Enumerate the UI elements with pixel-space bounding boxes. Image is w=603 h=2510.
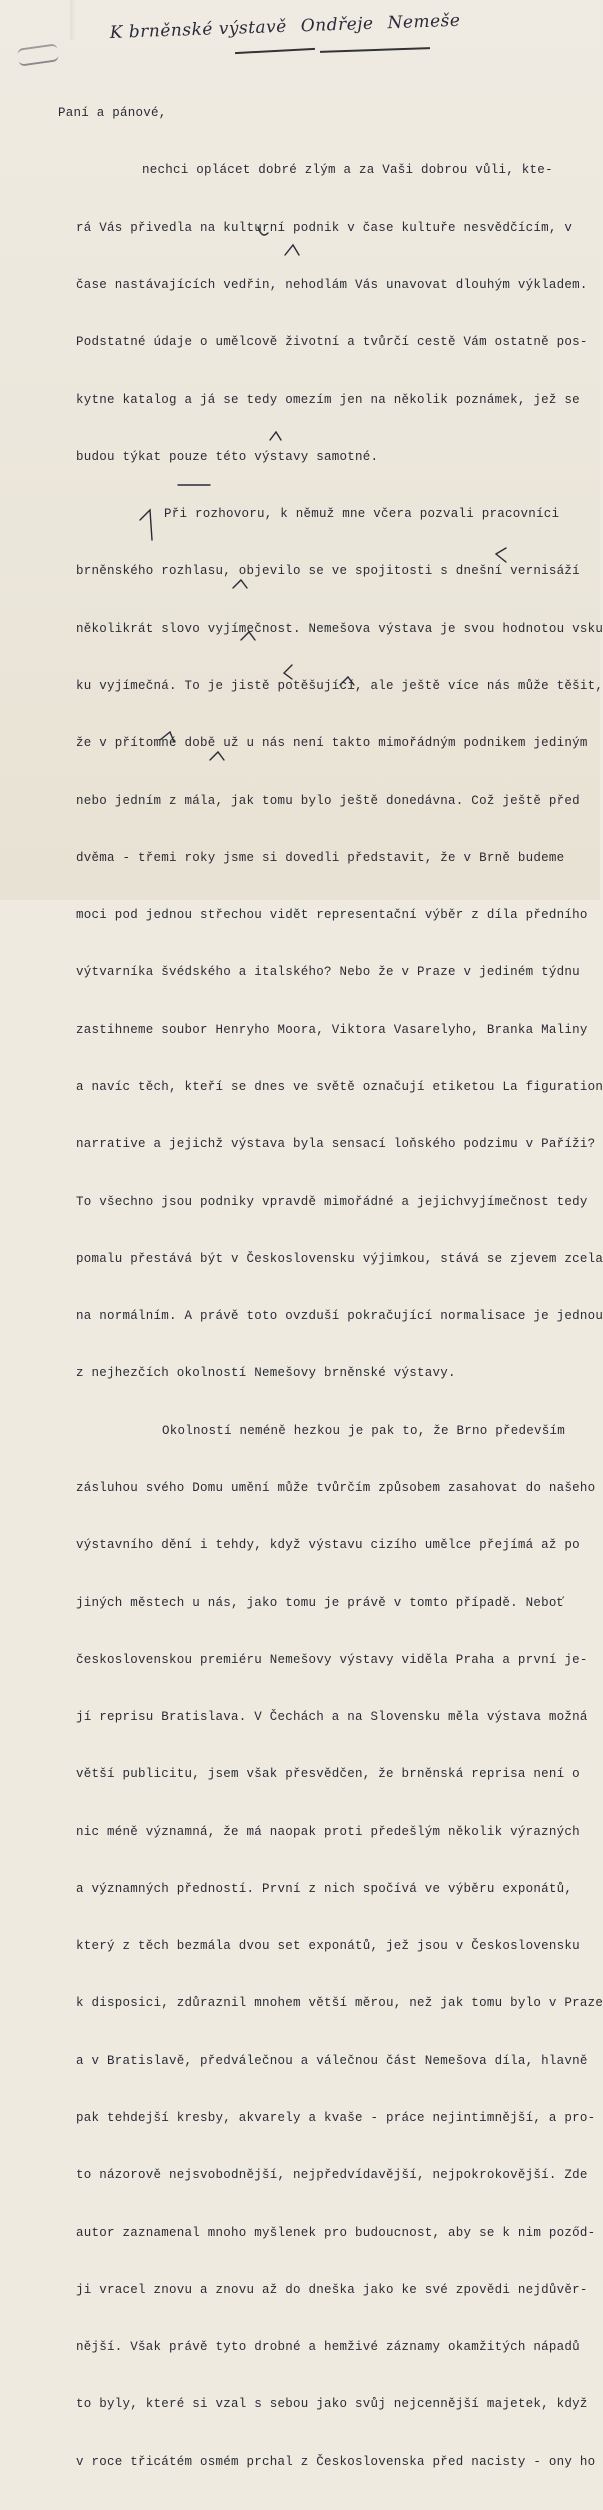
text-line: ku vyjímečná. To je jistě potěšující, ale ještě více nás může těšit, — [76, 679, 603, 693]
title-part-2: Ondřeje — [300, 13, 374, 37]
text-line: jiných městech u nás, jako tomu je právě v tomto případě. Neboť — [76, 1595, 565, 1610]
handwritten-title — [109, 9, 510, 63]
text-line: to názorově nejsvobodnější, nejpředvídavější, nejpokrokovější. Zde — [76, 2168, 588, 2183]
text-line: dvěma - třemi roky jsme si dovedli představit, že v Brně budeme — [76, 850, 565, 865]
text-line: československou premiéru Nemešovy výstavy viděla Praha a první je- — [76, 1652, 588, 1667]
text-line: k disposici, zdůraznil mnohem větší měrou, než jak tomu bylo v Praze — [76, 1996, 603, 2011]
paperclip-icon — [17, 43, 59, 66]
text-line: moci pod jednou střechou vidět representační výběr z díla předního — [76, 908, 588, 923]
text-line: zásluhou svého Domu umění může tvůrčím způsobem zasahovat do našeho — [76, 1480, 596, 1495]
text-line: nější. Však právě tyto drobné a hemživé záznamy okamžitých nápadů — [76, 2340, 580, 2355]
text-line: brněnského rozhlasu, objevilo se ve spojitosti s dnešní vernisáží — [76, 564, 580, 579]
text-line: větší publicitu, jsem však přesvědčen, že brněnská reprisa není o — [76, 1767, 580, 1782]
text-line: Podstatné údaje o umělcově životní a tvůrčí cestě Vám ostatně pos- — [76, 335, 588, 350]
text-line: Okolností neméně hezkou je pak to, že Brno především — [162, 1423, 566, 1438]
text-line: nebo jedním z mála, jak tomu bylo ještě donedávna. Což ještě před — [76, 793, 580, 808]
text-line: budou týkat pouze této výstavy samotné. — [76, 449, 379, 464]
text-line: autor zaznamenal mnoho myšlenek pro budoucnost, aby se k nim poződ- — [76, 2225, 596, 2240]
text-line: a v Bratislavě, předválečnou a válečnou část Nemešova díla, hlavně — [76, 2053, 588, 2068]
text-line: nic méně významná, že má naopak proti předešlým několik výrazných — [76, 1824, 580, 1839]
title-part-3: Nemeše — [387, 10, 461, 34]
text-line: ji vracel znovu a znovu až do dneška jako ke své zpovědi nejdůvěr- — [76, 2282, 588, 2297]
text-line: pak tehdejší kresby, akvarely a kvaše - práce nejintimnější, a pro- — [76, 2111, 596, 2126]
text-line: zastihneme soubor Henryho Moora, Viktora Vasarelyho, Branka Maliny — [76, 1022, 588, 1037]
text-line: pomalu přestává být v Československu výjimkou, stává se zjevem zcela — [76, 1251, 603, 1266]
text-line: v roce třicátém osmém prchal z Československa před nacisty - ony ho — [76, 2454, 596, 2469]
body-text — [58, 66, 603, 2510]
text-line: a významných předností. První z nich spočívá ve výběru exponátů, — [76, 1881, 573, 1896]
text-line: rá Vás přivedla na kulturní podnik v čase kultuře nesvědčícím, v — [76, 220, 573, 235]
text-line: to byly, které si vzal s sebou jako svůj nejcennější majetek, když — [76, 2397, 588, 2412]
text-line: který z těch bezmála dvou set exponátů, jež jsou v Československu — [76, 1939, 580, 1954]
text-line: Paní a pánové, — [58, 106, 167, 121]
text-line: kytne katalog a já se tedy omezím jen na několik poznámek, jež se — [76, 392, 580, 407]
title-part-1: K brněnské výstavě — [109, 16, 288, 43]
text-line: narrative a jejichž výstava byla sensací loňského podzimu v Paříži? — [76, 1137, 596, 1152]
page-fold-shadow — [70, 0, 76, 40]
text-line: čase nastávajících vedřin, nehodlám Vás unavovat dlouhým výkladem. — [76, 278, 588, 293]
text-line: několikrát slovo vyjímečnost. Nemešova výstava je svou hodnotou vsku — [76, 621, 603, 636]
text-line: z nejhezčích okolností Nemešovy brněnské výstavy. — [76, 1366, 456, 1381]
text-line: výtvarníka švédského a italského? Nebo že v Praze v jediném týdnu — [76, 965, 580, 980]
text-line: výstavního dění i tehdy, když výstavu cizího umělce přejímá až po — [76, 1538, 580, 1553]
text-line: nechci oplácet dobré zlým a za Vaši dobrou vůli, kte- — [142, 163, 553, 178]
text-line: jí reprisu Bratislava. V Čechách a na Slovensku měla výstava možná — [76, 1710, 588, 1725]
text-line: Při rozhovoru, k němuž mne včera pozvali pracovníci — [164, 507, 560, 522]
text-line: že v přítomné době už u nás není takto mimořádným podnikem jediným — [76, 736, 588, 751]
text-line: To všechno jsou podniky vpravdě mimořádné a jejichvyjímečnost tedy — [76, 1194, 588, 1209]
text-line: a navíc těch, kteří se dnes ve světě označují etiketou La figuration — [76, 1079, 603, 1094]
text-line: na normálním. A právě toto ovzduší pokračující normalisace je jednou — [76, 1309, 603, 1324]
